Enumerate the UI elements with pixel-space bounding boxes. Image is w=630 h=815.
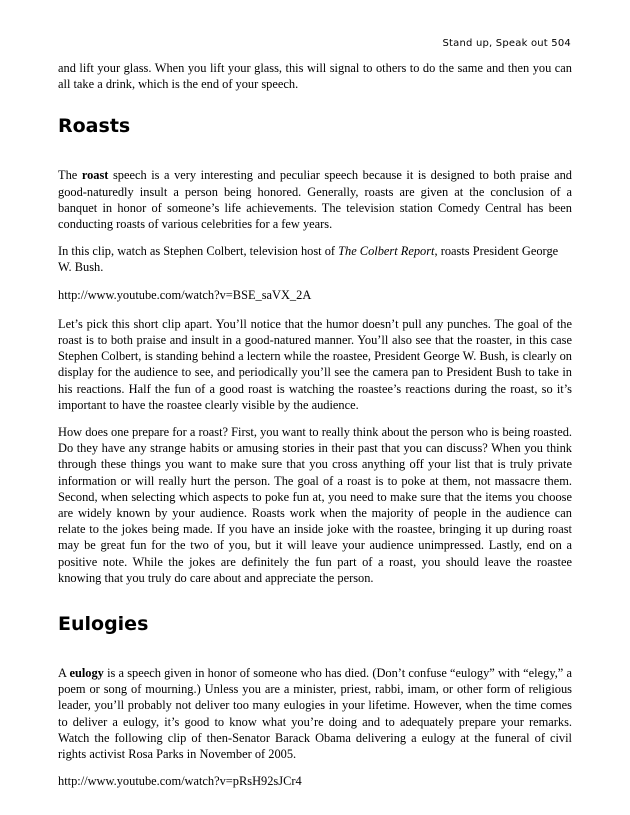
roasts-p1-pre: The	[58, 168, 82, 183]
roasts-paragraph-4: How does one prepare for a roast? First, you want to really think about the person who is being roasted. Do they have any strange habits or amusing stories in their past that you can discuss? When you think through these things you want to make sure that you cross anything off your list that is truly private information or will really hurt the person. The goal of a roast is to poke at them, not massacre them. Second, when selecting which aspects to poke fun at, you need to make sure that the items you choose are widely known by your audience. Roasts work when the majority of people in the audience can relate to the jokes being made. If you have an inside joke with the roastee, bringing it up during roast may be great fun for the two of you, but it will leave your audience unimpressed. Lastly, end on a positive note. While the jokes are definitely the fun part of a roast, you should leave the roastee knowing that you truly do care about and appreciate the person.	[58, 425, 572, 585]
roasts-paragraph-2	[58, 243, 572, 275]
roasts-paragraph-1	[58, 167, 572, 232]
eulogies-p1-post: is a speech given in honor of someone who has died. (Don’t confuse “eulogy” with “elegy,” a poem or song of mourning.) Unless you are a minister, priest, rabbi, imam, or other form of religious leader, you’ll probably not deliver too many eulogies in your lifetime. However, when the time comes to deliver a eulogy, it’s good to know what you’re doing and to adequately prepare your remarks. Watch the following clip of then-Senator Barack Obama delivering a eulogy at the funeral of civil rights activist Rosa Parks in November of 2005.	[58, 666, 572, 762]
eulogy-term: eulogy	[69, 666, 104, 681]
roast-video-link[interactable]: http://www.youtube.com/watch?v=BSE_saVX_2A	[58, 287, 312, 302]
roasts-paragraph-3: Let’s pick this short clip apart. You’ll notice that the humor doesn’t pull any punches. The goal of the roast is to both praise and insult in a good-natured manner. You’ll also see that the roaster, in this case Stephen Colbert, is standing behind a lectern while the roastee, President George W. Bush, is clearly on display for the audience to see, and periodically you’ll see the camera pan to President Bush to take in his reactions. Half the fun of a good roast is watching the roastee’s reactions during the roast, so it’s important to have the roastee clearly visible by the audience.	[58, 316, 572, 412]
running-header: Stand up, Speak out 504	[442, 38, 571, 49]
roasts-p2-pre: In this clip, watch as Stephen Colbert, television host of	[58, 244, 339, 259]
colbert-report-title: The Colbert Report	[338, 244, 435, 259]
eulogy-video-link[interactable]: http://www.youtube.com/watch?v=pRsH92sJCr4	[58, 774, 302, 789]
roast-term: roast	[81, 168, 109, 183]
roasts-p1-post: speech is a very interesting and peculiar speech because it is designed to both praise and good-naturedly insult a person being honored. Generally, roasts are given at the conclusion of a banquet in honor of someone’s life achievements. The television station Comedy Central has been conducting roasts of various celebrities for a few years.	[58, 168, 572, 232]
section-heading-roasts: Roasts	[58, 115, 131, 138]
main-content	[58, 60, 572, 801]
eulogies-p1-pre: A	[58, 666, 70, 681]
section-heading-eulogies: Eulogies	[58, 613, 149, 636]
intro-paragraph: and lift your glass. When you lift your glass, this will signal to others to do the same and then you can all take a drink, which is the end of your speech.	[58, 61, 572, 92]
roasts-p2-post: , roasts President George W. Bush.	[58, 244, 559, 275]
eulogies-paragraph-1	[58, 665, 572, 762]
